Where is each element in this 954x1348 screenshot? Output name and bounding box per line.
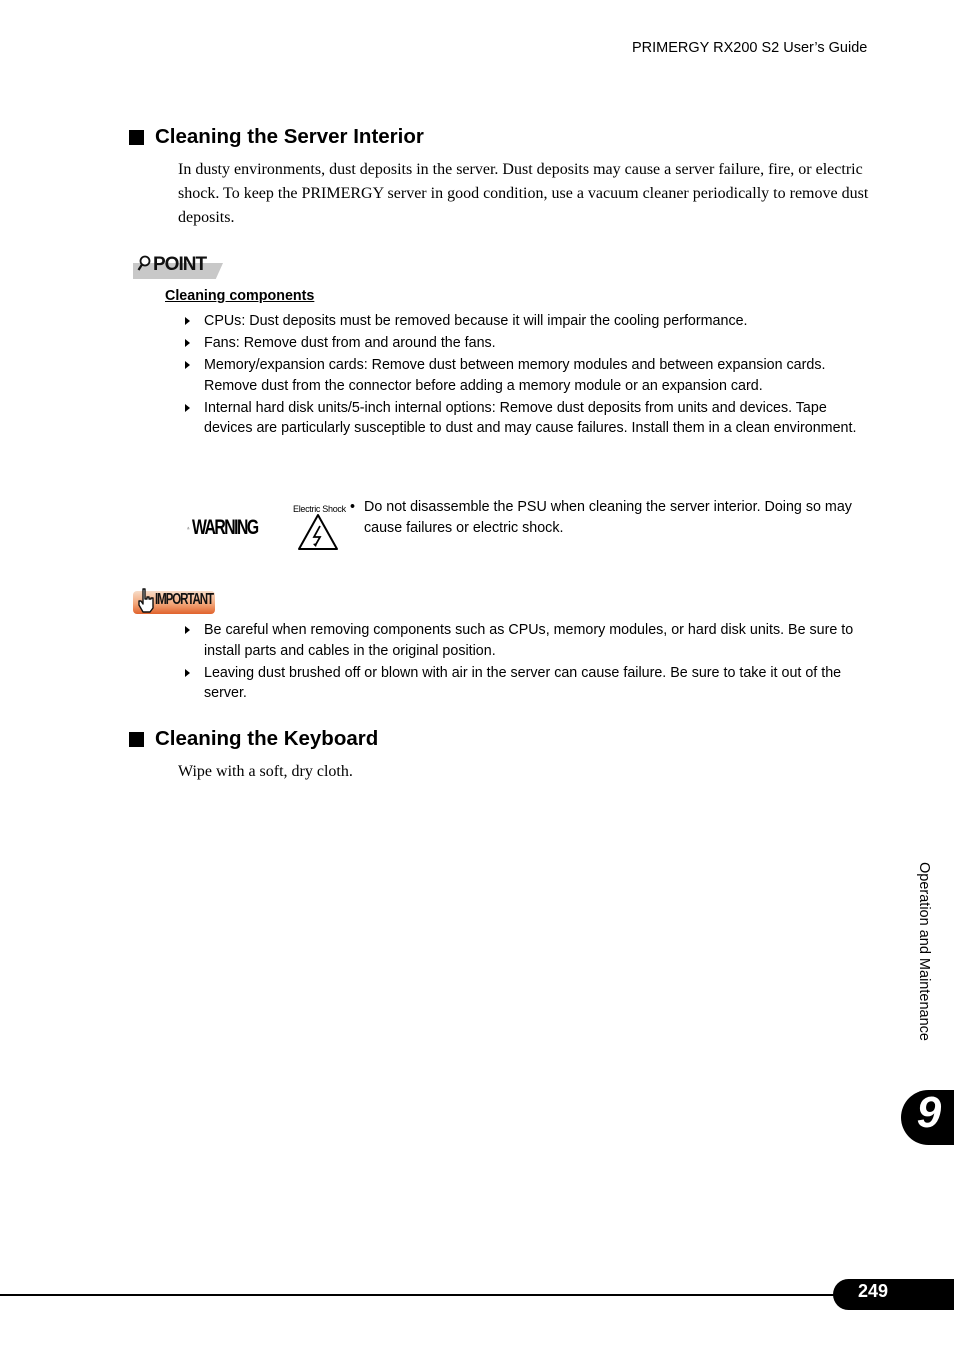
- important-badge-label: IMPORTANT: [155, 591, 213, 608]
- electric-shock-icon: [297, 513, 339, 551]
- footer-rule: [0, 1294, 840, 1296]
- arrow-bullet-icon: [185, 339, 190, 347]
- warning-text: [350, 497, 875, 538]
- point-heading: Cleaning components: [165, 288, 315, 304]
- electric-shock-label: Electric Shock: [293, 504, 346, 514]
- list-item: Internal hard disk units/5-inch internal options: Remove dust deposits from units and devices. Tape devices are particularly susceptible to dust and may cause failures. Install them in a clean environment.: [185, 398, 875, 439]
- section-title-text: Cleaning the Keyboard: [155, 727, 379, 750]
- running-header: PRIMERGY RX200 S2 User’s Guide: [632, 40, 868, 56]
- warning-triangle-icon: [187, 513, 190, 543]
- warning-badge-label: WARNING: [191, 516, 258, 539]
- chapter-title: Operation and Maintenance: [916, 862, 932, 1041]
- arrow-bullet-icon: [185, 669, 190, 677]
- point-badge: [133, 254, 225, 281]
- point-badge-label: POINT: [153, 254, 207, 275]
- chapter-side-label: [908, 862, 938, 1072]
- warning-badge: [187, 512, 279, 544]
- chapter-number: 9: [916, 1088, 942, 1137]
- list-item: Be careful when removing components such as CPUs, memory modules, or hard disk units. Be sure to install parts and cables in the original position.: [185, 620, 875, 661]
- magnifier-icon: [137, 255, 151, 273]
- heading-square-bullet: [129, 732, 144, 747]
- pointing-hand-icon: [136, 587, 156, 613]
- point-list: [185, 311, 875, 441]
- section-paragraph: Wipe with a soft, dry cloth.: [178, 763, 353, 780]
- arrow-bullet-icon: [185, 626, 190, 634]
- list-item: Fans: Remove dust from and around the fans.: [185, 333, 875, 354]
- list-item: CPUs: Dust deposits must be removed because it will impair the cooling performance.: [185, 311, 875, 332]
- list-item: Memory/expansion cards: Remove dust between memory modules and between expansion cards. Remove dust from the connector before adding a memory module or an expansion card.: [185, 355, 875, 396]
- page-number: 249: [857, 1281, 889, 1301]
- important-list: [185, 620, 875, 705]
- arrow-bullet-icon: [185, 361, 190, 369]
- arrow-bullet-icon: [185, 404, 190, 412]
- section-title-text: Cleaning the Server Interior: [155, 125, 424, 148]
- list-item: Leaving dust brushed off or blown with air in the server can cause failure. Be sure to take it out of the server.: [185, 663, 875, 704]
- section-paragraph: In dusty environments, dust deposits in the server. Dust deposits may cause a server failure, fire, or electric shock. To keep the PRIMERGY server in good condition, use a vacuum cleaner periodically to remove dust deposits.: [178, 161, 869, 226]
- heading-square-bullet: [129, 130, 144, 145]
- arrow-bullet-icon: [185, 317, 190, 325]
- important-badge: [133, 587, 218, 615]
- warning-bullet: •: [350, 499, 356, 515]
- warning-message: Do not disassemble the PSU when cleaning the server interior. Doing so may cause failures or electric shock.: [364, 499, 852, 536]
- section-title-keyboard: [129, 727, 378, 751]
- section-title-server-interior: [129, 125, 424, 149]
